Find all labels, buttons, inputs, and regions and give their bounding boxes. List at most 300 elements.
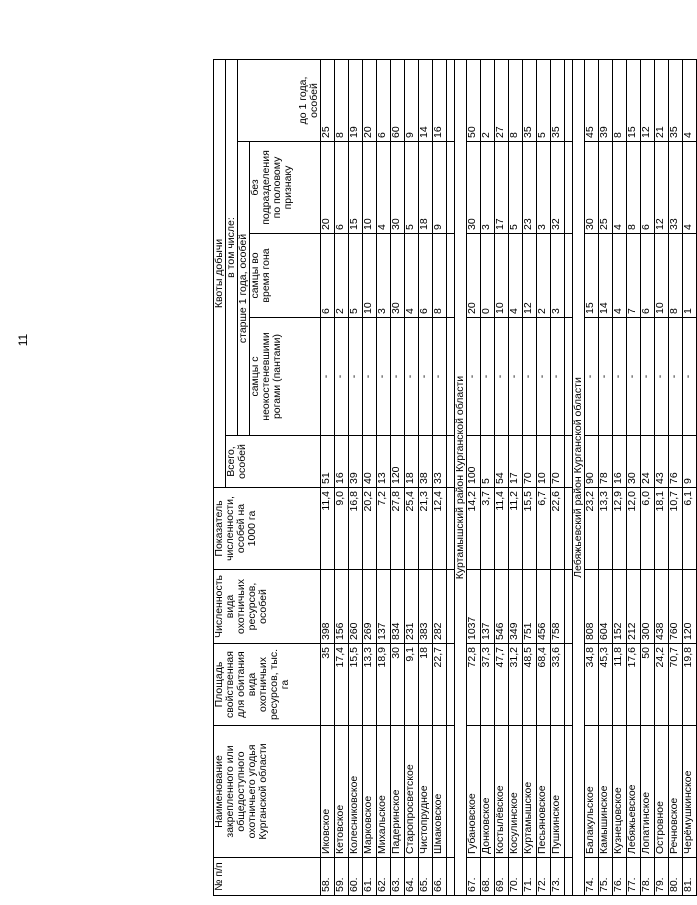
cell-num: 73. <box>551 858 565 896</box>
cell-density: 12,9 <box>613 488 627 570</box>
separator-cell <box>565 858 573 896</box>
cell-no-sex: 25 <box>599 142 613 234</box>
cell-density: 14,2 <box>467 488 481 570</box>
cell-no-sex: 3 <box>537 142 551 234</box>
cell-males-rut: 4 <box>405 234 419 318</box>
header-total: Всего, особей <box>226 436 321 488</box>
cell-name: Песьяновское <box>537 726 551 858</box>
cell-under1: 15 <box>627 60 641 142</box>
cell-area: 34,8 <box>585 644 599 726</box>
cell-total: 24 <box>641 436 655 488</box>
cell-total: 9 <box>683 436 697 488</box>
table-row <box>481 60 495 896</box>
cell-males-rut: 6 <box>419 234 433 318</box>
cell-no-sex: 30 <box>467 142 481 234</box>
cell-population: 212 <box>627 570 641 644</box>
table-row <box>551 60 565 896</box>
cell-males-antlers: - <box>599 318 613 436</box>
cell-no-sex: 30 <box>391 142 405 234</box>
cell-no-sex: 6 <box>641 142 655 234</box>
separator-cell <box>565 60 573 142</box>
cell-name: Кузнецовское <box>613 726 627 858</box>
table-row <box>391 60 405 896</box>
cell-total: 40 <box>363 436 377 488</box>
cell-num: 76. <box>613 858 627 896</box>
quota-table <box>213 59 697 896</box>
cell-population: 231 <box>405 570 419 644</box>
separator-cell <box>447 858 455 896</box>
cell-area: 18 <box>419 644 433 726</box>
cell-population: 137 <box>481 570 495 644</box>
cell-total: 38 <box>419 436 433 488</box>
cell-population: 282 <box>433 570 447 644</box>
cell-density: 15,5 <box>523 488 537 570</box>
cell-under1: 2 <box>481 60 495 142</box>
cell-males-rut: 6 <box>641 234 655 318</box>
cell-total: 16 <box>335 436 349 488</box>
cell-population: 760 <box>669 570 683 644</box>
cell-population: 456 <box>537 570 551 644</box>
cell-num: 75. <box>599 858 613 896</box>
cell-no-sex: 5 <box>405 142 419 234</box>
cell-total: 100 <box>467 436 481 488</box>
table-row <box>321 60 335 896</box>
cell-under1: 4 <box>683 60 697 142</box>
table-row <box>433 60 447 896</box>
cell-males-antlers: - <box>641 318 655 436</box>
cell-males-rut: 7 <box>627 234 641 318</box>
cell-males-rut: 30 <box>391 234 405 318</box>
cell-name: Черёмушкинское <box>683 726 697 858</box>
cell-area: 22,7 <box>433 644 447 726</box>
cell-area: 17,4 <box>335 644 349 726</box>
cell-density: 7,2 <box>377 488 391 570</box>
cell-total: 17 <box>509 436 523 488</box>
cell-density: 6,7 <box>537 488 551 570</box>
district-row <box>455 60 467 896</box>
separator-cell <box>447 726 455 858</box>
cell-under1: 8 <box>509 60 523 142</box>
cell-under1: 25 <box>321 60 335 142</box>
cell-under1: 20 <box>363 60 377 142</box>
cell-under1: 45 <box>585 60 599 142</box>
separator-cell <box>565 234 573 318</box>
cell-under1: 39 <box>599 60 613 142</box>
cell-males-antlers: - <box>551 318 565 436</box>
header-name: Наименование закрепленного или общедоступного охотничьего угодья Курганской области <box>214 726 321 858</box>
cell-males-antlers: - <box>683 318 697 436</box>
page-number: 11 <box>16 333 30 347</box>
cell-area: 19,8 <box>683 644 697 726</box>
table-row <box>363 60 377 896</box>
cell-num: 68. <box>481 858 495 896</box>
cell-under1: 19 <box>349 60 363 142</box>
cell-total: 5 <box>481 436 495 488</box>
table-row <box>613 60 627 896</box>
table-row <box>377 60 391 896</box>
separator-cell <box>447 60 455 142</box>
cell-total: 10 <box>537 436 551 488</box>
cell-under1: 35 <box>551 60 565 142</box>
table-row <box>585 60 599 896</box>
cell-name: Островное <box>655 726 669 858</box>
cell-males-antlers: - <box>613 318 627 436</box>
separator-cell <box>565 726 573 858</box>
separator-cell <box>565 570 573 644</box>
cell-name: Куртамышское <box>523 726 537 858</box>
cell-density: 23,2 <box>585 488 599 570</box>
cell-males-rut: 1 <box>683 234 697 318</box>
table-row <box>669 60 683 896</box>
cell-density: 6,0 <box>641 488 655 570</box>
cell-males-rut: 3 <box>551 234 565 318</box>
cell-name: Колесниковское <box>349 726 363 858</box>
cell-density: 25,4 <box>405 488 419 570</box>
cell-under1: 27 <box>495 60 509 142</box>
header-density: Показатель численности, особей на 1000 га <box>214 488 321 570</box>
cell-name: Речновское <box>669 726 683 858</box>
cell-num: 72. <box>537 858 551 896</box>
cell-name: Пушкинское <box>551 726 565 858</box>
table-row <box>419 60 433 896</box>
cell-area: 31,2 <box>509 644 523 726</box>
cell-no-sex: 9 <box>433 142 447 234</box>
cell-total: 120 <box>391 436 405 488</box>
cell-no-sex: 23 <box>523 142 537 234</box>
cell-name: Чистопрудное <box>419 726 433 858</box>
cell-num: 60. <box>349 858 363 896</box>
cell-num: 70. <box>509 858 523 896</box>
cell-area: 45,3 <box>599 644 613 726</box>
cell-population: 751 <box>523 570 537 644</box>
header-including: в том числе: <box>226 60 238 436</box>
cell-name: Падеринское <box>391 726 405 858</box>
cell-males-rut: 10 <box>363 234 377 318</box>
cell-males-antlers: - <box>419 318 433 436</box>
cell-name: Косулинское <box>509 726 523 858</box>
cell-name: Камышинское <box>599 726 613 858</box>
cell-area: 18,9 <box>377 644 391 726</box>
cell-no-sex: 17 <box>495 142 509 234</box>
cell-no-sex: 32 <box>551 142 565 234</box>
cell-population: 156 <box>335 570 349 644</box>
cell-area: 33,6 <box>551 644 565 726</box>
cell-num: 66. <box>433 858 447 896</box>
cell-under1: 21 <box>655 60 669 142</box>
cell-num: 74. <box>585 858 599 896</box>
table-row <box>405 60 419 896</box>
cell-under1: 9 <box>405 60 419 142</box>
cell-name: Донковское <box>481 726 495 858</box>
cell-no-sex: 18 <box>419 142 433 234</box>
cell-population: 120 <box>683 570 697 644</box>
header-num: № п/п <box>214 858 321 896</box>
cell-name: Михальское <box>377 726 391 858</box>
cell-males-rut: 6 <box>321 234 335 318</box>
table-row <box>599 60 613 896</box>
cell-males-rut: 8 <box>669 234 683 318</box>
table-body <box>321 60 697 896</box>
cell-no-sex: 30 <box>585 142 599 234</box>
cell-population: 398 <box>321 570 335 644</box>
cell-population: 438 <box>655 570 669 644</box>
cell-name: Иковское <box>321 726 335 858</box>
cell-name: Лебяжьевское <box>627 726 641 858</box>
cell-no-sex: 4 <box>377 142 391 234</box>
cell-total: 43 <box>655 436 669 488</box>
table-row <box>495 60 509 896</box>
cell-num: 81. <box>683 858 697 896</box>
cell-males-rut: 15 <box>585 234 599 318</box>
cell-males-antlers: - <box>349 318 363 436</box>
table-row <box>349 60 363 896</box>
cell-under1: 14 <box>419 60 433 142</box>
cell-num: 78. <box>641 858 655 896</box>
cell-males-antlers: - <box>669 318 683 436</box>
cell-males-rut: 8 <box>433 234 447 318</box>
cell-name: Губановское <box>467 726 481 858</box>
cell-under1: 16 <box>433 60 447 142</box>
cell-area: 47,7 <box>495 644 509 726</box>
cell-population: 604 <box>599 570 613 644</box>
header-males-rut: самцы во время гона <box>250 234 321 318</box>
table-row <box>641 60 655 896</box>
header-no-sex: без подразделения по половому признаку <box>250 142 321 234</box>
cell-population: 1037 <box>467 570 481 644</box>
table-row <box>523 60 537 896</box>
cell-area: 70,7 <box>669 644 683 726</box>
cell-area: 68,4 <box>537 644 551 726</box>
cell-population: 260 <box>349 570 363 644</box>
cell-name: Лопатинское <box>641 726 655 858</box>
cell-num: 63. <box>391 858 405 896</box>
cell-under1: 6 <box>377 60 391 142</box>
cell-males-antlers: - <box>321 318 335 436</box>
cell-num: 67. <box>467 858 481 896</box>
cell-name: Кетовское <box>335 726 349 858</box>
cell-population: 834 <box>391 570 405 644</box>
cell-males-antlers: - <box>585 318 599 436</box>
table-row <box>467 60 481 896</box>
rotated-table-container <box>213 60 695 896</box>
cell-males-antlers: - <box>377 318 391 436</box>
cell-density: 12,0 <box>627 488 641 570</box>
cell-num: 79. <box>655 858 669 896</box>
cell-name: Шмаковское <box>433 726 447 858</box>
district-row <box>573 60 585 896</box>
cell-area: 9,1 <box>405 644 419 726</box>
cell-males-antlers: - <box>405 318 419 436</box>
cell-num: 58. <box>321 858 335 896</box>
cell-under1: 35 <box>669 60 683 142</box>
cell-males-antlers: - <box>523 318 537 436</box>
cell-males-rut: 2 <box>335 234 349 318</box>
cell-total: 90 <box>585 436 599 488</box>
cell-population: 152 <box>613 570 627 644</box>
cell-name: Балакульское <box>585 726 599 858</box>
cell-density: 12,4 <box>433 488 447 570</box>
table-row <box>655 60 669 896</box>
cell-density: 6,1 <box>683 488 697 570</box>
cell-males-rut: 5 <box>349 234 363 318</box>
cell-total: 30 <box>627 436 641 488</box>
cell-population: 383 <box>419 570 433 644</box>
cell-total: 39 <box>349 436 363 488</box>
cell-males-rut: 20 <box>467 234 481 318</box>
table-row <box>509 60 523 896</box>
cell-population: 137 <box>377 570 391 644</box>
cell-no-sex: 4 <box>613 142 627 234</box>
cell-total: 16 <box>613 436 627 488</box>
cell-area: 17,6 <box>627 644 641 726</box>
cell-total: 70 <box>551 436 565 488</box>
cell-under1: 60 <box>391 60 405 142</box>
cell-no-sex: 10 <box>363 142 377 234</box>
cell-total: 70 <box>523 436 537 488</box>
separator-cell <box>565 644 573 726</box>
cell-density: 11,2 <box>509 488 523 570</box>
cell-num: 59. <box>335 858 349 896</box>
separator-cell <box>447 644 455 726</box>
district-title: Куртамышский район Курганской области <box>455 60 467 896</box>
cell-population: 300 <box>641 570 655 644</box>
cell-area: 35 <box>321 644 335 726</box>
table-row <box>627 60 641 896</box>
cell-no-sex: 8 <box>627 142 641 234</box>
cell-density: 13,3 <box>599 488 613 570</box>
cell-males-rut: 0 <box>481 234 495 318</box>
cell-density: 11,4 <box>495 488 509 570</box>
cell-males-rut: 10 <box>495 234 509 318</box>
cell-population: 269 <box>363 570 377 644</box>
cell-population: 349 <box>509 570 523 644</box>
cell-no-sex: 4 <box>683 142 697 234</box>
cell-no-sex: 5 <box>509 142 523 234</box>
cell-males-antlers: - <box>495 318 509 436</box>
cell-area: 30 <box>391 644 405 726</box>
cell-num: 65. <box>419 858 433 896</box>
cell-males-rut: 10 <box>655 234 669 318</box>
cell-males-rut: 3 <box>377 234 391 318</box>
cell-name: Марковское <box>363 726 377 858</box>
cell-area: 72,8 <box>467 644 481 726</box>
cell-males-rut: 14 <box>599 234 613 318</box>
cell-males-antlers: - <box>433 318 447 436</box>
cell-total: 13 <box>377 436 391 488</box>
cell-males-antlers: - <box>363 318 377 436</box>
cell-males-antlers: - <box>467 318 481 436</box>
cell-total: 18 <box>405 436 419 488</box>
cell-population: 546 <box>495 570 509 644</box>
cell-males-antlers: - <box>537 318 551 436</box>
cell-total: 78 <box>599 436 613 488</box>
header-quotas: Квоты добычи <box>214 60 226 488</box>
separator-cell <box>565 142 573 234</box>
cell-males-antlers: - <box>335 318 349 436</box>
cell-density: 16,8 <box>349 488 363 570</box>
separator-cell <box>447 142 455 234</box>
cell-total: 33 <box>433 436 447 488</box>
header-area: Площадь свойственная для обитания вида охотничьих ресурсов, тыс. га <box>214 644 321 726</box>
cell-area: 48,5 <box>523 644 537 726</box>
cell-num: 71. <box>523 858 537 896</box>
cell-males-antlers: - <box>627 318 641 436</box>
cell-num: 64. <box>405 858 419 896</box>
cell-area: 24,2 <box>655 644 669 726</box>
table-row <box>683 60 697 896</box>
cell-area: 15,5 <box>349 644 363 726</box>
table-header <box>214 60 321 896</box>
cell-total: 51 <box>321 436 335 488</box>
cell-no-sex: 3 <box>481 142 495 234</box>
cell-males-rut: 4 <box>613 234 627 318</box>
cell-under1: 8 <box>335 60 349 142</box>
cell-density: 3,7 <box>481 488 495 570</box>
cell-under1: 12 <box>641 60 655 142</box>
cell-density: 10,7 <box>669 488 683 570</box>
cell-males-antlers: - <box>509 318 523 436</box>
header-under1: до 1 года, особей <box>238 60 321 142</box>
cell-area: 13,3 <box>363 644 377 726</box>
cell-no-sex: 12 <box>655 142 669 234</box>
cell-density: 21,3 <box>419 488 433 570</box>
cell-total: 76 <box>669 436 683 488</box>
cell-no-sex: 20 <box>321 142 335 234</box>
cell-num: 77. <box>627 858 641 896</box>
cell-num: 61. <box>363 858 377 896</box>
cell-density: 18,1 <box>655 488 669 570</box>
separator-cell <box>447 570 455 644</box>
cell-density: 9,0 <box>335 488 349 570</box>
cell-area: 50 <box>641 644 655 726</box>
table-row <box>335 60 349 896</box>
cell-density: 22,6 <box>551 488 565 570</box>
cell-males-antlers: - <box>481 318 495 436</box>
cell-males-antlers: - <box>655 318 669 436</box>
cell-population: 808 <box>585 570 599 644</box>
cell-name: Костылёвское <box>495 726 509 858</box>
cell-under1: 8 <box>613 60 627 142</box>
cell-under1: 50 <box>467 60 481 142</box>
cell-males-antlers: - <box>391 318 405 436</box>
cell-name: Старопросветское <box>405 726 419 858</box>
cell-area: 37,3 <box>481 644 495 726</box>
cell-area: 11,8 <box>613 644 627 726</box>
cell-no-sex: 33 <box>669 142 683 234</box>
cell-density: 11,4 <box>321 488 335 570</box>
cell-num: 62. <box>377 858 391 896</box>
cell-total: 54 <box>495 436 509 488</box>
cell-males-rut: 12 <box>523 234 537 318</box>
cell-density: 20,2 <box>363 488 377 570</box>
cell-density: 27,8 <box>391 488 405 570</box>
cell-no-sex: 6 <box>335 142 349 234</box>
cell-males-rut: 2 <box>537 234 551 318</box>
header-population: Численность вида охотничьих ресурсов, особей <box>214 570 321 644</box>
separator-cell <box>447 234 455 318</box>
cell-num: 80. <box>669 858 683 896</box>
cell-under1: 5 <box>537 60 551 142</box>
cell-under1: 35 <box>523 60 537 142</box>
district-title: Лебяжьевский район Курганской области <box>573 60 585 896</box>
cell-num: 69. <box>495 858 509 896</box>
cell-males-rut: 4 <box>509 234 523 318</box>
table-row <box>537 60 551 896</box>
cell-population: 758 <box>551 570 565 644</box>
header-older: старше 1 года, особей <box>238 142 250 436</box>
cell-no-sex: 15 <box>349 142 363 234</box>
header-males-antlers: самцы с неокостеневшими рогами (пантами) <box>250 318 321 436</box>
